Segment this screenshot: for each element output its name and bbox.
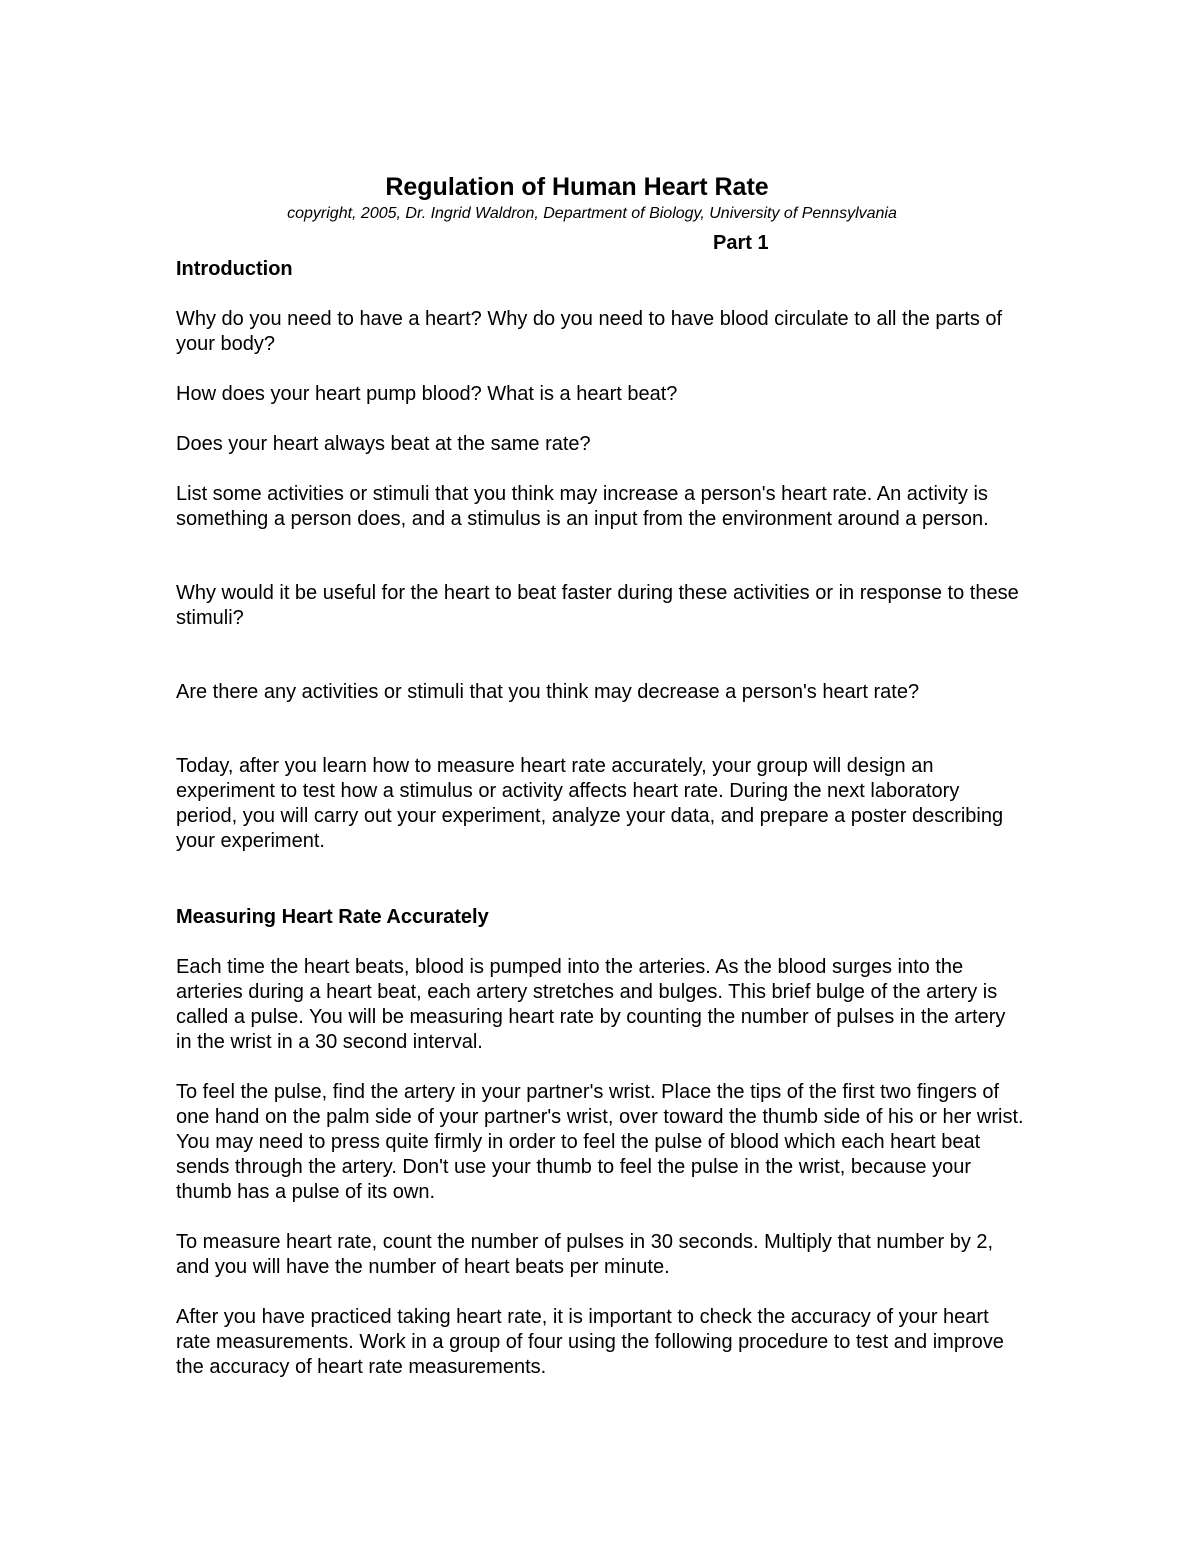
intro-paragraph-7: Today, after you learn how to measure heart rate accurately, your group will design an experiment to test how a stimulus or activity affects heart rate. During the next laboratory period, you will carry out your experiment, analyze your data, and prepare a poster describing your experiment. <box>176 755 1004 852</box>
measuring-heading: Measuring Heart Rate Accurately <box>176 906 489 928</box>
introduction-heading: Introduction <box>176 258 293 280</box>
measuring-paragraph-1: Each time the heart beats, blood is pumped into the arteries. As the blood surges into the arteries during a heart beat, each artery stretches and bulges. This brief bulge of the artery is called a pulse. You will be measuring heart rate by counting the number of pulses in the artery in the wrist in a 30 second interval. <box>176 956 1006 1053</box>
document-title: Regulation of Human Heart Rate <box>385 173 769 201</box>
intro-paragraph-3: Does your heart always beat at the same rate? <box>176 433 591 455</box>
copyright-line: copyright, 2005, Dr. Ingrid Waldron, Department of Biology, University of Pennsylvania <box>287 205 897 222</box>
intro-paragraph-4: List some activities or stimuli that you think may increase a person's heart rate. An activity is something a person does, and a stimulus is an input from the environment around a person. <box>176 483 989 530</box>
part-label: Part 1 <box>713 232 769 254</box>
measuring-paragraph-4: After you have practiced taking heart rate, it is important to check the accuracy of your heart rate measurements. Work in a group of four using the following procedure to test and improve the accuracy of heart rate measurements. <box>176 1306 1004 1378</box>
measuring-paragraph-3: To measure heart rate, count the number of pulses in 30 seconds. Multiply that number by 2, and you will have the number of heart beats per minute. <box>176 1231 994 1278</box>
intro-paragraph-1: Why do you need to have a heart? Why do you need to have blood circulate to all the parts of your body? <box>176 308 1003 355</box>
intro-paragraph-6: Are there any activities or stimuli that you think may decrease a person's heart rate? <box>176 681 920 703</box>
intro-paragraph-2: How does your heart pump blood? What is a heart beat? <box>176 383 678 405</box>
intro-paragraph-5: Why would it be useful for the heart to beat faster during these activities or in response to these stimuli? <box>176 582 1019 629</box>
document-content <box>176 170 1026 1380</box>
measuring-paragraph-2: To feel the pulse, find the artery in your partner's wrist. Place the tips of the first two fingers of one hand on the palm side of your partner's wrist, over toward the thumb side of his or her wrist. You may need to press quite firmly in order to feel the pulse of blood which each heart beat sends through the artery. Don't use your thumb to feel the pulse in the wrist, because your thumb has a pulse of its own. <box>176 1081 1024 1203</box>
